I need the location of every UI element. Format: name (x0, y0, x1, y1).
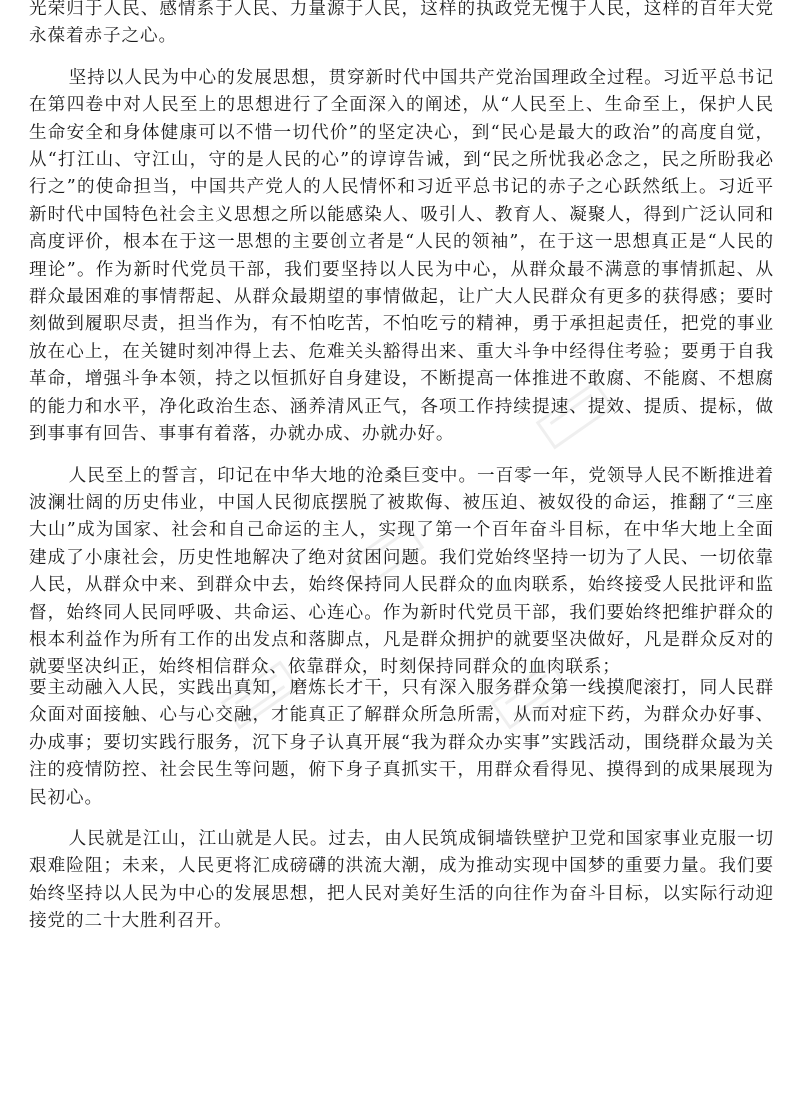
paragraph: 人民至上的誓言，印记在中华大地的沧桑巨变中。一百零一年，党领导人民不断推进着波澜壮阔的历史伟业，中国人民彻底摆脱了被欺侮、被压迫、被奴役的命运，推翻了“三座大山”成为国家、社会和自己命运的主人，实现了第一个百年奋斗目标，在中华大地上全面建成了小康社会，历史性地解决了绝对贫困问题。我们党始终坚持一切为了人民、一切依靠人民，从群众中来、到群众中去，始终保持同人民群众的血肉联系，始终接受人民批评和监督，始终同人民同呼吸、共命运、心连心。作为新时代党员干部，我们要始终把维护群众的根本利益作为所有工作的出发点和落脚点，凡是群众拥护的就要坚决做好，凡是群众反对的就要坚决纠正，始终相信群众、依靠群众，时刻保持同群众的血肉联系； (29, 465, 774, 678)
paragraph: 要主动融入人民，实践出真知，磨炼长才干，只有深入服务群众第一线摸爬滚打，同人民群众面对面接触、心与心交融，才能真正了解群众所急所需，从而对症下药，为群众办好事、办成事；要切实践行服务，沉下身子认真开展“我为群众办实事”实践活动，围绕群众最为关注的疫情防控、社会民生等问题，俯下身子真抓实干，用群众看得见、摸得到的成果展现为民初心。 (29, 678, 774, 808)
paragraph: 光荣归于人民、感情系于人民、力量源于人民，这样的执政党无愧于人民，这样的百年大党永葆着赤子之心。 (29, 0, 774, 47)
paragraph: 坚持以人民为中心的发展思想，贯穿新时代中国共产党治国理政全过程。习近平总书记在第四卷中对人民至上的思想进行了全面深入的阐述，从“人民至上、生命至上，保护人民生命安全和身体健康可以不惜一切代价”的坚定决心，到“民心是最大的政治”的高度自觉，从“打江山、守江山，守的是人民的心”的谆谆告诫，到“民之所忧我必念之，民之所盼我必行之”的使命担当，中国共产党人的人民情怀和习近平总书记的赤子之心跃然纸上。习近平新时代中国特色社会主义思想之所以能感染人、吸引人、教育人、凝聚人，得到广泛认同和高度评价，根本在于这一思想的主要创立者是“人民的领袖”，在于这一思想真正是“人民的理论”。作为新时代党员干部，我们要坚持以人民为中心，从群众最不满意的事情抓起、从群众最困难的事情帮起、从群众最期望的事情做起，让广大人民群众有更多的获得感；要时刻做到履职尽责，担当作为，有不怕吃苦，不怕吃亏的精神，勇于承担起责任，把党的事业放在心上，在关键时刻冲得上去、危难关头豁得出来、重大斗争中经得住考验；要勇于自我革命，增强斗争本领，持之以恒抓好自身建设，不断提高一体推进不敢腐、不能腐、不想腐的能力和水平，净化政治生态、涵养清风正气，各项工作持续提速、提效、提质、提标，做到事事有回告、事事有着落，办就办成、办就办好。 (29, 67, 774, 445)
text-block-upper (29, 0, 774, 682)
text-block-lower (29, 675, 774, 936)
paragraph: 人民就是江山，江山就是人民。过去，由人民筑成铜墙铁壁护卫党和国家事业克服一切艰难险阻；未来，人民更将汇成磅礴的洪流大潮，成为推动实现中国梦的重要力量。我们要始终坚持以人民为中心的发展思想，把人民对美好生活的向往作为奋斗目标，以实际行动迎接党的二十大胜利召开。 (29, 829, 774, 932)
